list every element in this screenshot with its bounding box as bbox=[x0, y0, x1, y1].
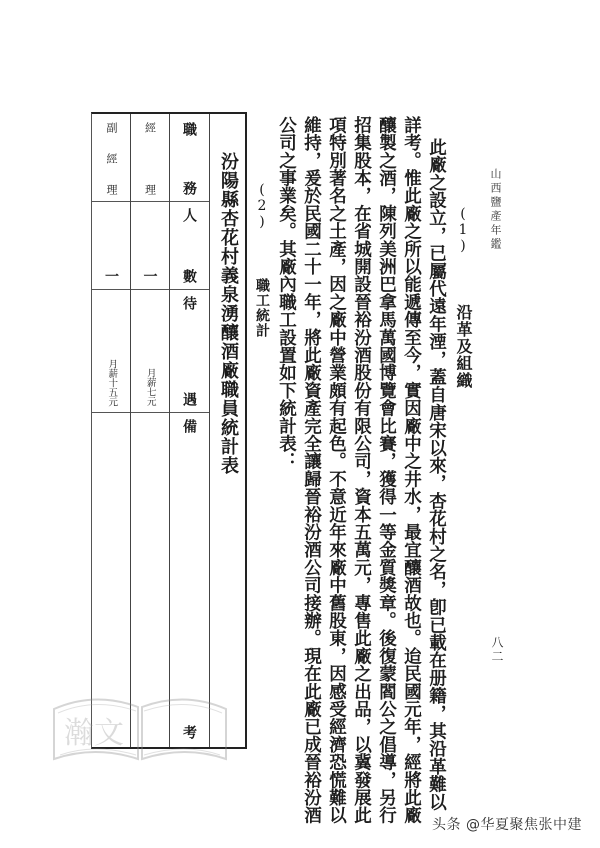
paragraph-column: 維持，爰於民國二十一年，將此廠資產完全讓歸晉裕汾酒公司接辦。現在此廠已成晉裕汾酒 bbox=[301, 116, 322, 824]
section2-heading bbox=[254, 182, 270, 338]
paragraph-column: 此廠之設立，已屬代遠年湮，蓋自唐宋以來，杏花村之名，卽已載在册籍，其沿革難以 bbox=[426, 138, 447, 811]
staff-statistics-table bbox=[91, 112, 247, 749]
paragraph-column: 釀製之酒，陳列美洲巴拿馬萬國博覽會比賽，獲得一等金質獎章。後復蒙閻公之倡導，另行 bbox=[376, 116, 397, 824]
section2-number: (2) bbox=[254, 182, 270, 230]
section1-heading bbox=[455, 206, 471, 389]
header-pay: 待 遇 bbox=[169, 290, 209, 413]
cell-count: 一 bbox=[92, 202, 130, 290]
paragraph-column: 項特別著名之土產，因之廠中營業頗有起色。不意近年來廠中舊股東，因感受經濟恐慌難以 bbox=[326, 116, 347, 824]
svg-text:瀚文: 瀚文 bbox=[64, 716, 124, 751]
cell-job: 副 經 理 bbox=[92, 114, 130, 202]
footer-attribution: 头条 @华夏聚焦张中建 bbox=[432, 817, 582, 833]
cell-count: 一 bbox=[130, 202, 169, 290]
header-remark: 備 考 bbox=[181, 419, 197, 739]
section1-title: 沿革及組織 bbox=[454, 304, 473, 389]
section1-number: (1) bbox=[455, 206, 471, 254]
watermark-book-icon bbox=[50, 685, 230, 765]
table-header-column bbox=[169, 114, 210, 747]
cell-pay: 月薪七元 bbox=[130, 290, 169, 413]
table-title: 汾陽縣杏花村義泉湧釀酒廠職員統計表 bbox=[218, 152, 239, 475]
table-row-deputy-manager bbox=[92, 114, 131, 747]
paragraph-column: 詳考。惟此廠之所以能遞傳至今，實因廠中之井水，最宜釀酒故也。迨民國元年，經將此廠 bbox=[401, 116, 422, 824]
cell-pay: 月薪十五元 bbox=[92, 290, 130, 413]
cell-job: 經 理 bbox=[130, 114, 169, 202]
table-row-manager bbox=[130, 114, 170, 747]
header-job: 職 務 bbox=[169, 114, 209, 202]
paragraph-column: 公司之事業矣。其廠內職工設置如下統計表： bbox=[276, 116, 297, 470]
running-header: 山西鹽產年鑑 bbox=[489, 168, 502, 252]
paragraph-column: 招集股本，在省城開設晉裕汾酒股份有限公司，資本五萬元，專售此廠之出品，以冀發展此 bbox=[351, 116, 372, 824]
page-number: 八二 bbox=[490, 636, 504, 664]
header-count: 人 數 bbox=[169, 202, 209, 290]
section2-title: 職工統計 bbox=[254, 278, 270, 338]
